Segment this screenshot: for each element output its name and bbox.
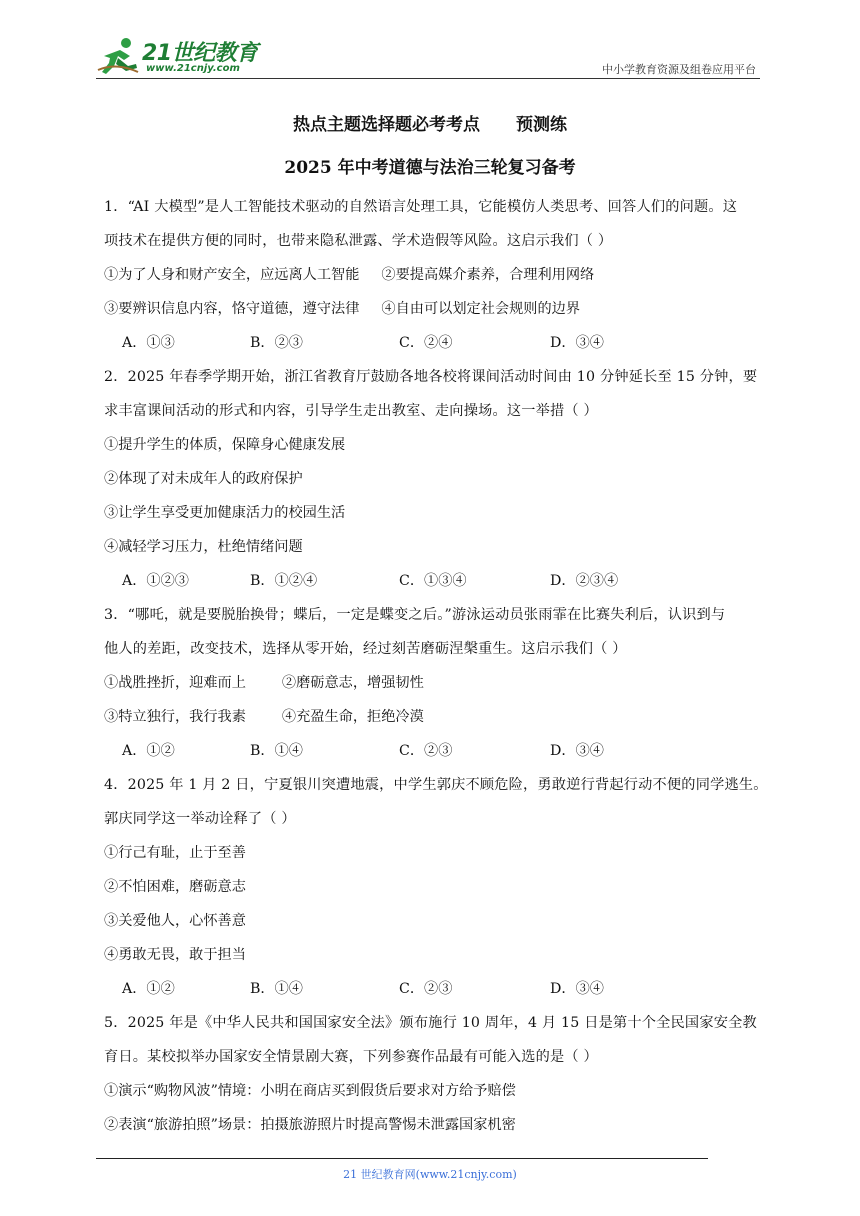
question-list (104, 192, 766, 1144)
statement: ②不怕困难，磨砺意志 (104, 879, 246, 895)
option-a[interactable]: A．①② (122, 981, 175, 997)
logo-text: 21世纪教育 (142, 41, 258, 66)
statement: ③要辨识信息内容，恪守道德，遵守法律 (104, 301, 360, 317)
option-b[interactable]: B．②③ (250, 335, 303, 351)
platform-label: 中小学教育资源及组卷应用平台 (602, 63, 756, 76)
option-d[interactable]: D．②③④ (550, 573, 619, 589)
statement: ④自由可以划定社会规则的边界 (381, 301, 581, 317)
option-d[interactable]: D．③④ (550, 743, 604, 759)
question-stem: 2．2025 年春季学期开始，浙江省教育厅鼓励各地各校将课间活动时间由 10 分钟延长至 15 分钟，要 (104, 369, 758, 385)
site-logo (96, 36, 266, 78)
document-subtitle: 2025 年中考道德与法治三轮复习备考 (284, 158, 576, 178)
statement-line (104, 294, 766, 328)
answer-options (104, 974, 766, 1008)
option-a[interactable]: A．①② (122, 743, 175, 759)
document-title (0, 110, 860, 135)
statement: ③关爱他人，心怀善意 (104, 913, 246, 929)
answer-options (104, 736, 766, 770)
statement: ①演示“购物风波”情境：小明在商店买到假货后要求对方给予赔偿 (104, 1083, 516, 1099)
question-4 (104, 770, 766, 1008)
logo-url: www.21cnjy.com (146, 63, 240, 74)
question-5 (104, 1008, 766, 1144)
statement: ②体现了对未成年人的政府保护 (104, 471, 303, 487)
answer-options (104, 566, 766, 600)
question-2 (104, 362, 766, 600)
statement: ④减轻学习压力，杜绝情绪问题 (104, 539, 303, 555)
statement-line (104, 668, 766, 702)
title-main: 热点主题选择题必考考点 (293, 115, 480, 135)
option-d[interactable]: D．③④ (550, 335, 604, 351)
statement: ②要提高媒介素养，合理利用网络 (381, 267, 595, 283)
question-stem: 4．2025 年 1 月 2 日，宁夏银川突遭地震，中学生郭庆不顾危险，勇敢逆行背起行动不便的同学逃生。 (104, 777, 768, 793)
statement: ③特立独行，我行我素 (104, 709, 246, 725)
question-stem: 育日。某校拟举办国家安全情景剧大赛，下列参赛作品最有可能入选的是（ ） (104, 1049, 598, 1065)
footer-link[interactable]: 21 世纪教育网(www.21cnjy.com) (343, 1168, 517, 1181)
statement: ④充盈生命，拒绝冷漠 (281, 709, 424, 725)
question-stem: 他人的差距，改变技术，选择从零开始，经过刻苦磨砺涅槃重生。这启示我们（ ） (104, 641, 627, 657)
option-a[interactable]: A．①②③ (122, 573, 189, 589)
question-stem: 1．“AI 大模型”是人工智能技术驱动的自然语言处理工具，它能模仿人类思考、回答人们的问题。这 (104, 199, 738, 215)
question-stem: 郭庆同学这一举动诠释了（ ） (104, 811, 296, 827)
question-3 (104, 600, 766, 770)
header-divider (96, 78, 760, 79)
question-stem: 求丰富课间活动的形式和内容，引导学生走出教室、走向操场。这一举措（ ） (104, 403, 598, 419)
question-stem: 3．“哪吒，就是要脱胎换骨；蝶后，一定是蝶变之后。”游泳运动员张雨霏在比赛失利后，认识到与 (104, 607, 726, 623)
option-c[interactable]: C．②③ (399, 743, 453, 759)
option-a[interactable]: A．①③ (122, 335, 175, 351)
statement: ①行己有耻，止于至善 (104, 845, 246, 861)
statement: ①为了人身和财产安全，应远离人工智能 (104, 267, 360, 283)
statement: ①提升学生的体质，保障身心健康发展 (104, 437, 346, 453)
runner-logo-icon (96, 36, 140, 76)
question-stem: 项技术在提供方便的同时，也带来隐私泄露、学术造假等风险。这启示我们（ ） (104, 233, 613, 249)
option-b[interactable]: B．①④ (250, 743, 303, 759)
option-c[interactable]: C．②③ (399, 981, 453, 997)
statement: ①战胜挫折，迎难而上 (104, 675, 246, 691)
statement-line (104, 702, 766, 736)
option-d[interactable]: D．③④ (550, 981, 604, 997)
statement-line (104, 260, 766, 294)
page-header (96, 32, 760, 80)
option-b[interactable]: B．①②④ (250, 573, 318, 589)
question-1 (104, 192, 766, 362)
question-stem: 5．2025 年是《中华人民共和国国家安全法》颁布施行 10 周年，4 月 15 日是第十个全民国家安全教 (104, 1015, 757, 1031)
statement: ②磨砺意志，增强韧性 (281, 675, 424, 691)
statement: ②表演“旅游拍照”场景：拍摄旅游照片时提高警惕未泄露国家机密 (104, 1117, 516, 1133)
statement: ③让学生享受更加健康活力的校园生活 (104, 505, 346, 521)
answer-options (104, 328, 766, 362)
option-c[interactable]: C．①③④ (399, 573, 467, 589)
title-sub: 预测练 (516, 115, 567, 135)
statement: ④勇敢无畏，敢于担当 (104, 947, 246, 963)
footer-divider (96, 1158, 708, 1159)
option-b[interactable]: B．①④ (250, 981, 303, 997)
option-c[interactable]: C．②④ (399, 335, 453, 351)
